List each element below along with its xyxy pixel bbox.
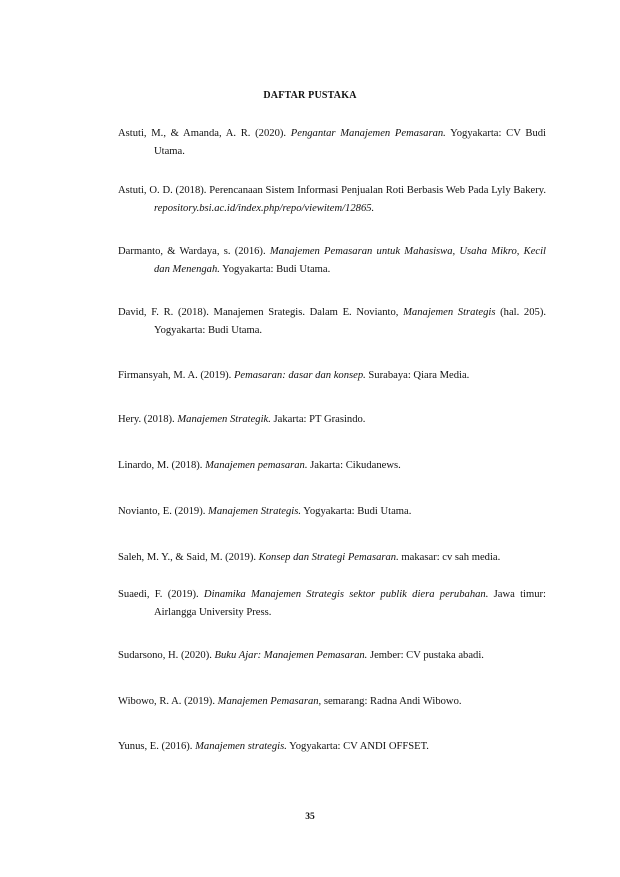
- reference-entry: [118, 304, 546, 339]
- reference-title: Konsep dan Strategi Pemasaran.: [258, 552, 399, 563]
- reference-title: Dinamika Manajemen Strategis sektor publik diera perubahan.: [203, 589, 489, 600]
- reference-publisher: Yogyakarta: Budi Utama.: [219, 263, 331, 275]
- reference-entry: [118, 125, 546, 160]
- reference-authors: Astuti, O. D. (2018). Perencanaan Sistem Informasi Penjualan Roti Berbasis Web Pada Lyly Bakery.: [118, 185, 546, 196]
- reference-publisher: semarang: Radna Andi Wibowo.: [321, 696, 462, 707]
- reference-title: Manajemen Strategis.: [208, 506, 302, 517]
- reference-entry: [118, 647, 546, 665]
- reference-authors: Firmansyah, M. A. (2019).: [118, 370, 234, 381]
- reference-publisher: Yogyakarta: CV Budi Utama.: [154, 128, 546, 157]
- reference-publisher: Jakarta: PT Grasindo.: [270, 414, 366, 425]
- reference-authors: Novianto, E. (2019).: [118, 506, 209, 517]
- reference-authors: Astuti, M., & Amanda, A. R. (2020).: [118, 128, 291, 139]
- reference-entry: [118, 367, 546, 385]
- reference-title: Manajemen Pemasaran,: [217, 696, 322, 707]
- reference-entry: [118, 586, 546, 621]
- reference-entry: [118, 243, 546, 278]
- reference-authors: Saleh, M. Y., & Said, M. (2019).: [118, 552, 259, 563]
- reference-authors: Linardo, M. (2018).: [118, 460, 206, 471]
- reference-entry: [118, 503, 546, 521]
- reference-entry: [118, 549, 546, 567]
- reference-publisher: makasar: cv sah media.: [398, 552, 501, 563]
- reference-title: Manajemen pemasaran.: [205, 460, 308, 471]
- reference-publisher: (hal. 205). Yogyakarta: Budi Utama.: [154, 307, 547, 336]
- reference-publisher: Jakarta: Cikudanews.: [307, 460, 401, 471]
- reference-title: Pemasaran: dasar dan konsep.: [233, 370, 366, 381]
- reference-authors: Sudarsono, H. (2020).: [118, 650, 215, 661]
- page-title: DAFTAR PUSTAKA: [263, 90, 357, 101]
- reference-authors: Darmanto, & Wardaya, s. (2016).: [118, 246, 270, 257]
- reference-title: Buku Ajar: Manajemen Pemasaran.: [214, 650, 368, 661]
- reference-authors: Suaedi, F. (2019).: [118, 589, 204, 600]
- reference-title: repository.bsi.ac.id/index.php/repo/viewitem/12865.: [154, 202, 375, 214]
- reference-publisher: Yogyakarta: CV ANDI OFFSET.: [286, 741, 429, 752]
- reference-entry: [118, 182, 546, 217]
- reference-authors: Wibowo, R. A. (2019).: [118, 696, 218, 707]
- reference-authors: Hery. (2018).: [118, 414, 178, 425]
- page-number: 35: [305, 812, 315, 822]
- reference-title: Manajemen Strategik.: [177, 414, 271, 425]
- reference-title: Manajemen strategis.: [195, 741, 287, 752]
- reference-publisher: Surabaya: Qiara Media.: [365, 370, 470, 381]
- reference-entry: [118, 457, 546, 475]
- reference-authors: Yunus, E. (2016).: [118, 741, 196, 752]
- reference-publisher: Jember: CV pustaka abadi.: [367, 650, 484, 661]
- reference-entry: [118, 738, 546, 756]
- reference-title: Pengantar Manajemen Pemasaran.: [290, 128, 446, 139]
- reference-entry: [118, 693, 546, 711]
- reference-title: Manajemen Strategis: [403, 307, 496, 318]
- reference-publisher: Yogyakarta: Budi Utama.: [301, 506, 412, 517]
- reference-title: Manajemen Pemasaran untuk Mahasiswa, Usaha Mikro, Kecil dan Menengah.: [154, 246, 546, 275]
- reference-publisher: Jawa timur: Airlangga University Press.: [154, 589, 546, 618]
- reference-entry: [118, 411, 546, 429]
- reference-authors: David, F. R. (2018). Manajemen Srategis. Dalam E. Novianto,: [118, 307, 404, 318]
